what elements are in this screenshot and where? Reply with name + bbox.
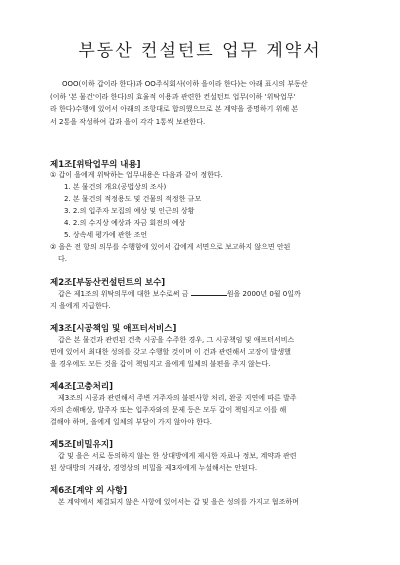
article-1-item: 5. 상속세 평가에 관한 조언 bbox=[64, 231, 148, 239]
intro-line: 라 한다)수행에 있어서 아래의 조항대로 합의했으므로 본 계약을 증명하기 위해 본 bbox=[50, 105, 299, 114]
article-1-item: 3. 2.의 입주자 모집의 예상 및 인근의 상황 bbox=[64, 207, 195, 215]
article-2-text bbox=[58, 289, 301, 299]
article-4-line: 제3조의 시공과 관련해서 주변 거주자의 불편사항 처리, 완공 지연에 따른 발주 bbox=[58, 394, 297, 402]
document-title: 부동산 컨설턴트 업무 계약서 bbox=[78, 41, 322, 61]
article-3-line: 면에 있어서 최대한 성의를 갖고 수행할 것이며 이 건과 관련해서 고장이 발생했 bbox=[50, 348, 291, 356]
article-2-heading: 제2조[부동산컨설턴트의 보수] bbox=[50, 278, 166, 288]
intro-line: 서 2통을 작성하여 갑과 을이 각각 1통씩 보관한다. bbox=[50, 117, 206, 126]
article-5-heading: 제5조[비밀유지] bbox=[50, 440, 113, 450]
article-2-text-b: 원을 2000년 0월 0일까 bbox=[226, 290, 301, 298]
intro-paragraph bbox=[50, 78, 352, 128]
article-3-heading: 제3조[시공책임 및 애프터서비스] bbox=[50, 324, 177, 334]
article-4-line: 자의 손해배상, 발주자 또는 입주자와의 문제 등은 모두 갑이 책임지고 이를 해 bbox=[50, 406, 287, 414]
article-3-line: 갑은 본 물건과 관련된 건축 시공을 수주한 경우, 그 시공책임 및 애프터서비스 bbox=[58, 336, 295, 344]
intro-line: OOO(이하 갑이라 한다)과 OO주식회사(이하 을이라 한다)는 아래 표시의 부동산 bbox=[62, 80, 308, 88]
article-1-clause-2: ② 을은 전 항의 의무를 수행함에 있어서 갑에게 서면으로 보고하지 않으면 안된 bbox=[50, 243, 291, 251]
article-5-line: 된 상대방의 거래상, 경영상의 비밀을 제3자에게 누설해서는 안된다. bbox=[50, 464, 258, 472]
article-1-clause-2-cont: 다. bbox=[58, 255, 67, 263]
article-1-item: 2. 본 물건의 적정용도 및 건물의 적정한 규모 bbox=[64, 195, 202, 203]
article-1-item: 1. 본 물건의 개요(공법상의 조사) bbox=[64, 183, 167, 191]
article-1-heading: 제1조[위탁업무의 내용] bbox=[50, 160, 141, 170]
article-6-line: 본 계약에서 체결되지 않은 사항에 있어서는 갑 및 을은 성의를 가지고 협조하며 bbox=[58, 498, 299, 506]
article-1-clause-1: ① 갑이 을에게 위탁하는 업무내용은 다음과 같이 정한다. bbox=[50, 171, 223, 179]
article-5-line: 갑 및 을은 서로 동의하지 않는 한 상대방에게 제시한 자료나 정보, 계약과 관련 bbox=[58, 452, 297, 460]
article-4-heading: 제4조[고충처리] bbox=[50, 382, 113, 392]
article-1-item: 4. 2.의 수지상 예상과 자금 회전의 예상 bbox=[64, 219, 186, 227]
article-4-line: 결해야 하며, 을에게 일체의 부담이 가지 않아야 한다. bbox=[50, 418, 213, 426]
article-2-text-a: 갑은 제1조의 위탁의무에 대한 보수로써 금 bbox=[58, 290, 189, 298]
amount-blank bbox=[191, 289, 227, 296]
intro-line: (이하 '본 물건'이라 한다)의 효율적 이용과 관련한 컨설턴트 업무(이하 '위탁업무' bbox=[50, 92, 296, 101]
article-6-heading: 제6조[계약 외 사항] bbox=[50, 486, 128, 496]
article-2-text-c: 지 을에게 지급한다. bbox=[50, 302, 111, 310]
article-3-line: 을 경우에도 모든 것을 갑이 책임지고 을에게 일체의 불편을 주지 않는다. bbox=[50, 360, 271, 368]
